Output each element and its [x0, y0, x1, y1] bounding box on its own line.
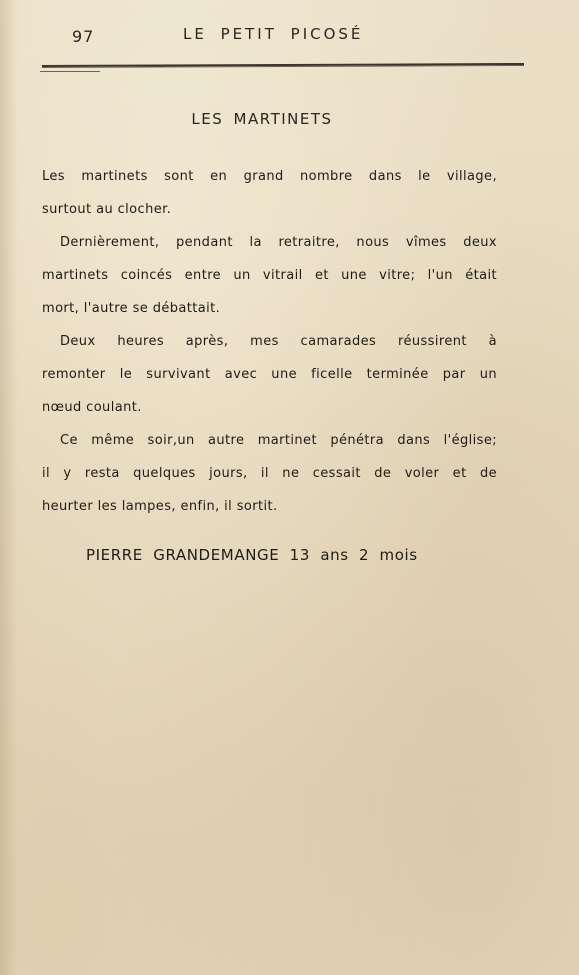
- body-line: martinets coincés entre un vitrail et une vitre; l'un était: [42, 268, 497, 283]
- body-line: Ce même soir,un autre martinet pénétra dans l'église;: [60, 433, 497, 448]
- author-signature: PIERRE GRANDEMANGE 13 ans 2 mois: [86, 546, 418, 564]
- body-line: remonter le survivant avec une ficelle terminée par un: [42, 367, 497, 382]
- article-body: [42, 160, 497, 523]
- body-line: surtout au clocher.: [42, 202, 172, 217]
- body-line: nœud coulant.: [42, 400, 142, 415]
- page-number: 97: [72, 27, 95, 46]
- article-title: LES MARTINETS: [191, 110, 333, 128]
- body-line: il y resta quelques jours, il ne cessait de voler et de: [42, 466, 497, 481]
- body-line: mort, l'autre se débattait.: [42, 301, 221, 316]
- header-rule: [42, 63, 524, 68]
- journal-title: LE PETIT PICOSÉ: [183, 25, 364, 43]
- body-line: Les martinets sont en grand nombre dans le village,: [42, 169, 497, 184]
- header-rule-secondary: [40, 71, 100, 72]
- page-header: [0, 22, 579, 52]
- body-line: Dernièrement, pendant la retraitre, nous vîmes deux: [60, 235, 497, 250]
- page-fold-shadow: [0, 0, 18, 975]
- body-line: heurter les lampes, enfin, il sortit.: [42, 499, 278, 514]
- body-line: Deux heures après, mes camarades réussirent à: [60, 334, 497, 349]
